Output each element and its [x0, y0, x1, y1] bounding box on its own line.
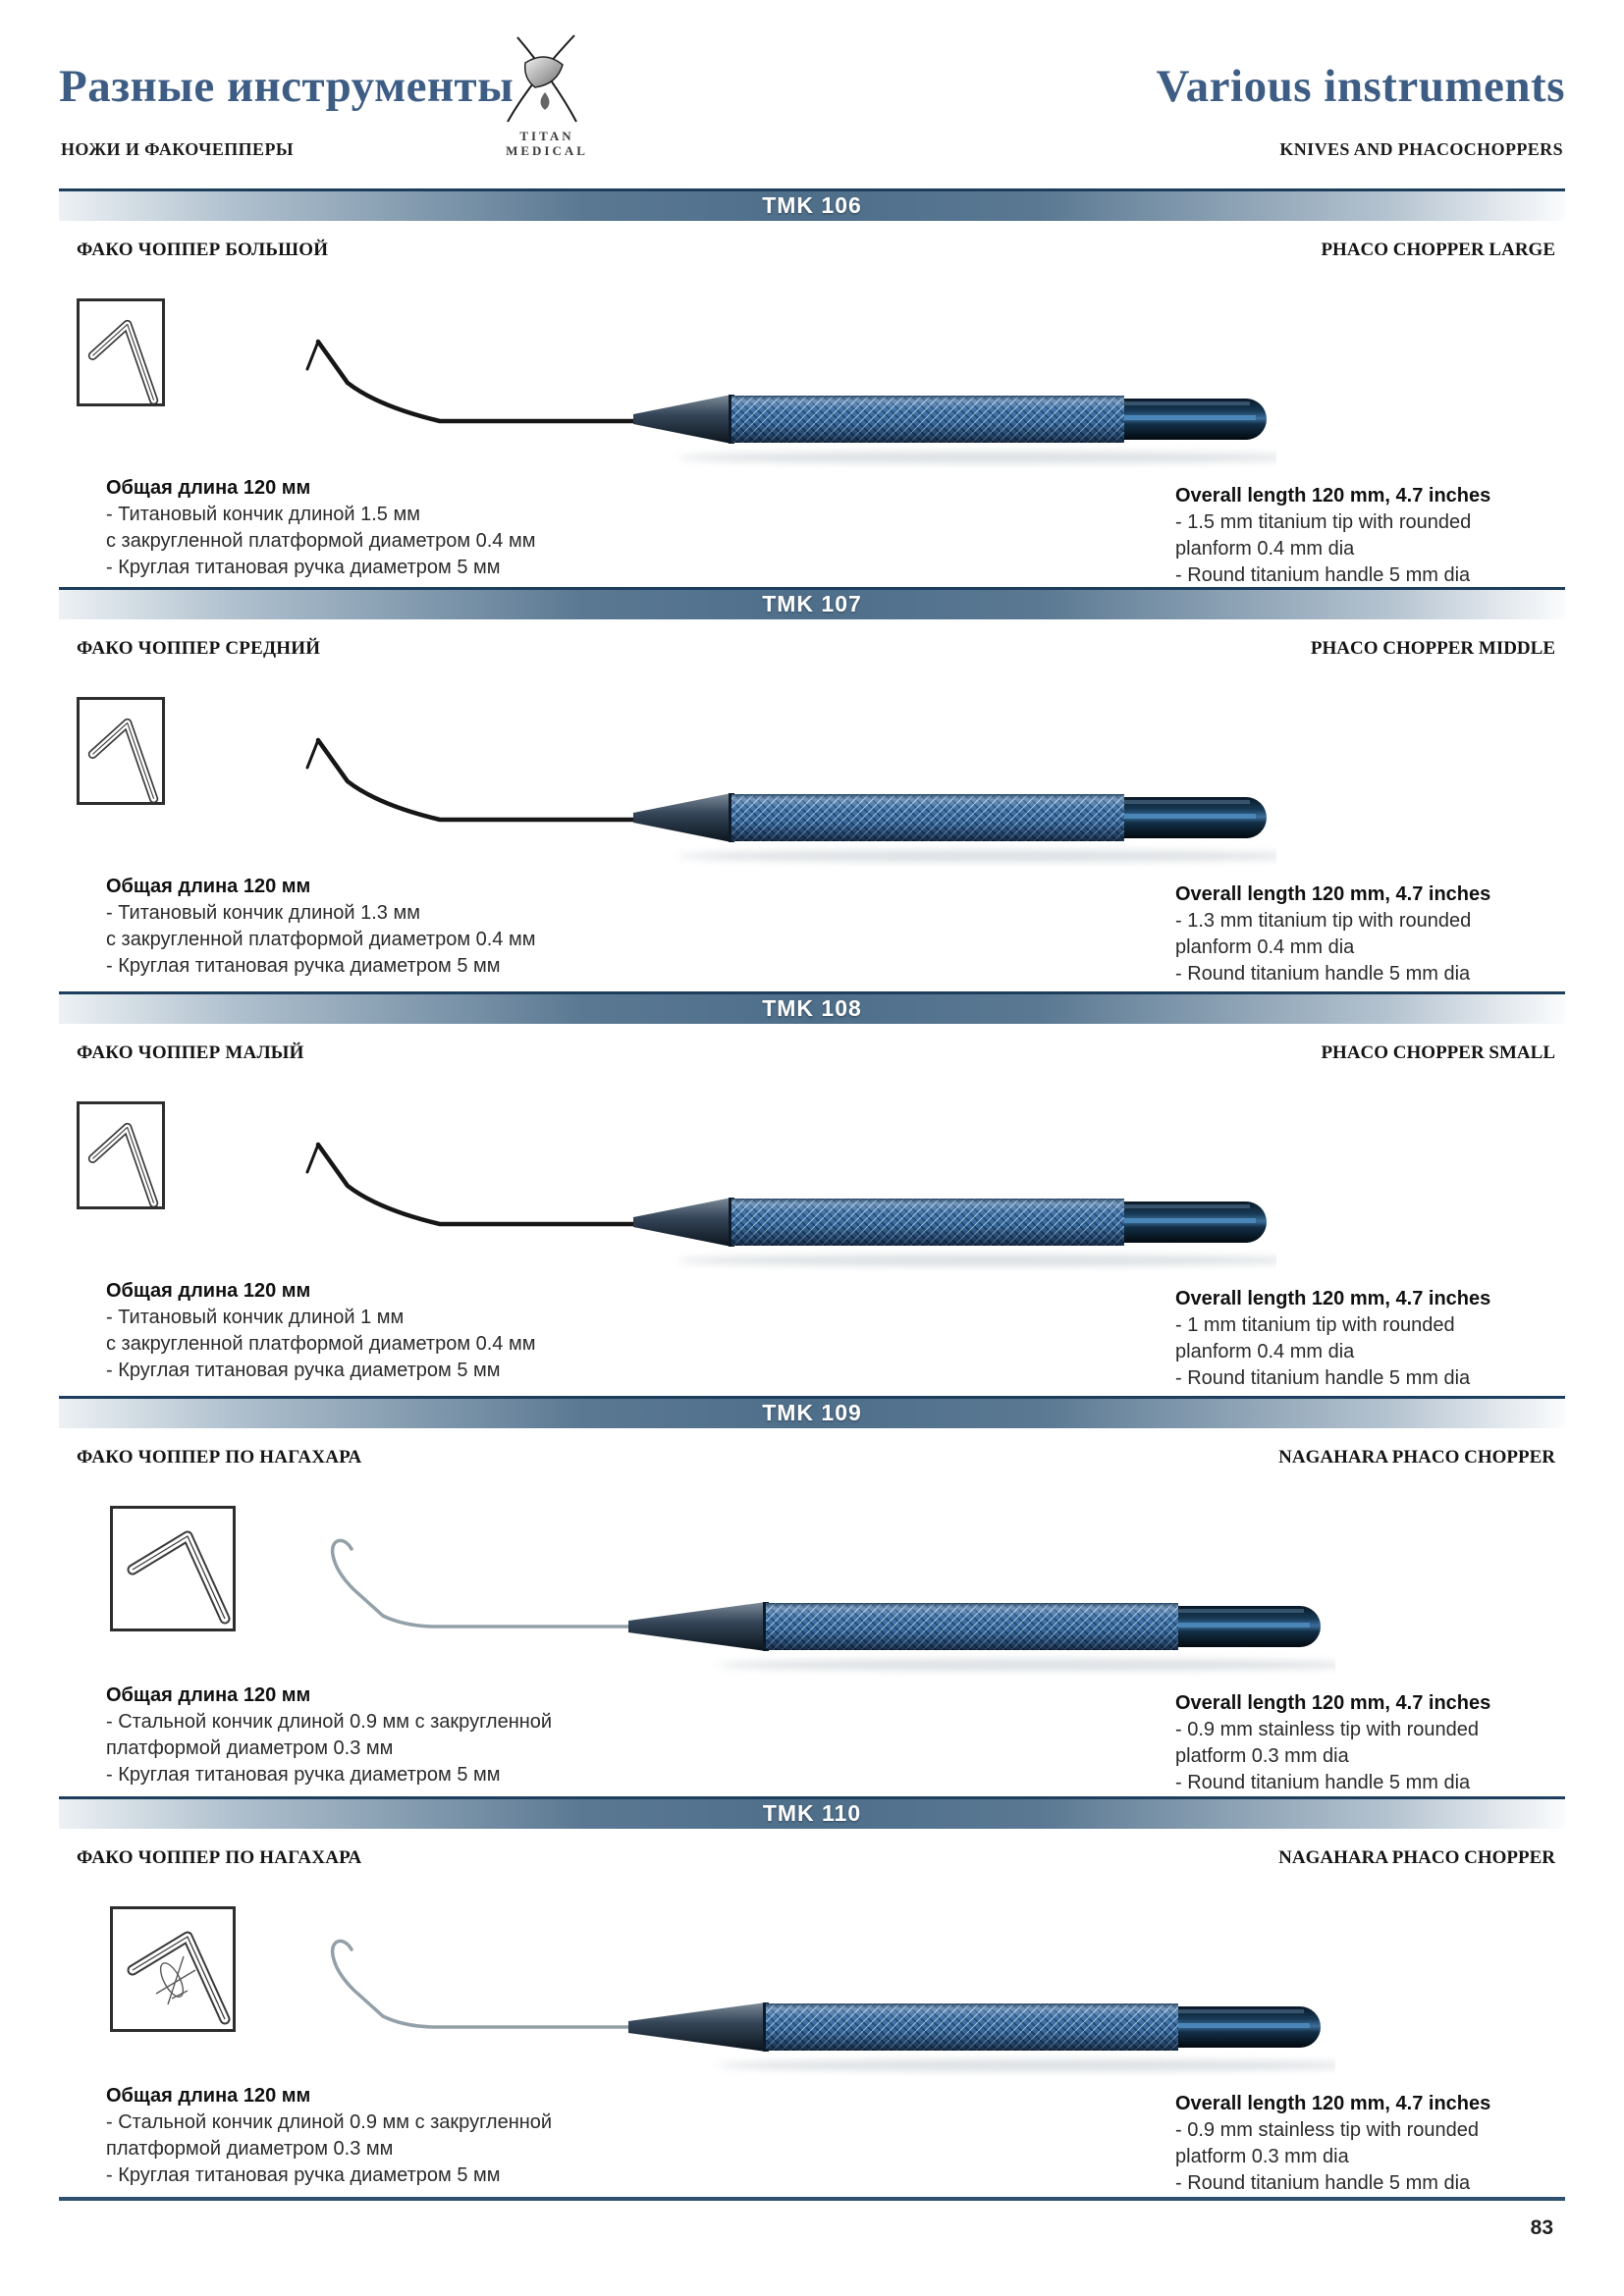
desc-line: - Круглая титановая ручка диаметром 5 мм: [106, 557, 501, 578]
product-name-en: NAGAHARA PHACO CHOPPER: [1278, 1847, 1555, 1868]
description-ru: [106, 475, 535, 581]
desc-line: - Round titanium handle 5 mm dia: [1175, 963, 1471, 985]
titan-medical-logo: [487, 33, 607, 158]
product-name-en: PHACO CHOPPER SMALL: [1321, 1042, 1555, 1063]
model-bar: TMK 106: [59, 188, 1565, 221]
page-title-en: Various instruments: [1156, 61, 1565, 112]
description-en: [1175, 1286, 1490, 1392]
desc-line: - Стальной кончик длиной 0.9 мм с закругленной: [106, 1711, 553, 1733]
page-subtitle-ru: НОЖИ И ФАКОЧЕППЕРЫ: [61, 139, 294, 159]
description-en: [1175, 881, 1490, 988]
instrument-photo: [324, 1533, 1335, 1676]
instrument-photo: [285, 724, 1276, 867]
section-tmk-107: [0, 587, 1624, 989]
desc-line: - Round titanium handle 5 mm dia: [1175, 2172, 1471, 2194]
desc-line: с закругленной платформой диаметром 0.4 мм: [106, 530, 536, 552]
desc-line: - 0.9 mm stainless tip with rounded: [1175, 2119, 1480, 2141]
desc-line: с закругленной платформой диаметром 0.4 мм: [106, 929, 536, 950]
desc-line: planform 0.4 mm dia: [1175, 1341, 1355, 1362]
instrument-photo: [324, 1934, 1335, 2076]
product-name-en: PHACO CHOPPER MIDDLE: [1310, 638, 1555, 659]
desc-line: с закругленной платформой диаметром 0.4 мм: [106, 1333, 536, 1355]
bottom-divider: [59, 2197, 1565, 2201]
tip-cross-section-sketch: [156, 1956, 195, 2004]
desc-line: - Round titanium handle 5 mm dia: [1175, 1772, 1471, 1793]
desc-line: - Стальной кончик длиной 0.9 мм с закругленной: [106, 2111, 553, 2133]
desc-title: Overall length 120 mm, 4.7 inches: [1175, 485, 1491, 507]
tip-drawing-box: [77, 298, 165, 406]
tip-drawing-icon: [80, 700, 162, 802]
desc-line: - Круглая титановая ручка диаметром 5 мм: [106, 1360, 501, 1381]
logo-text-line1: TITAN: [519, 129, 574, 143]
desc-line: - Round titanium handle 5 mm dia: [1175, 564, 1471, 586]
desc-title: Общая длина 120 мм: [106, 1280, 311, 1302]
model-bar: TMK 110: [59, 1796, 1565, 1829]
desc-line: platform 0.3 mm dia: [1175, 1745, 1349, 1767]
product-name-en: PHACO CHOPPER LARGE: [1321, 240, 1555, 260]
tip-drawing-box: [110, 1906, 236, 2032]
desc-line: platform 0.3 mm dia: [1175, 2146, 1349, 2167]
desc-title: Overall length 120 mm, 4.7 inches: [1175, 1692, 1491, 1714]
desc-line: planform 0.4 mm dia: [1175, 538, 1355, 560]
desc-line: - Круглая титановая ручка диаметром 5 мм: [106, 955, 501, 977]
desc-title: Общая длина 120 мм: [106, 1684, 311, 1706]
section-tmk-106: [0, 188, 1624, 591]
product-name-ru: ФАКО ЧОППЕР СРЕДНИЙ: [77, 638, 321, 659]
product-name-ru: ФАКО ЧОППЕР ПО НАГАХАРА: [77, 1447, 362, 1468]
tip-drawing-box: [77, 697, 165, 805]
desc-line: - Титановый кончик длиной 1.5 мм: [106, 504, 420, 525]
tip-drawing-icon: [80, 1104, 162, 1206]
desc-title: Overall length 120 mm, 4.7 inches: [1175, 2093, 1491, 2114]
description-en: [1175, 483, 1490, 589]
section-tmk-108: [0, 991, 1624, 1394]
desc-line: - Круглая титановая ручка диаметром 5 мм: [106, 1764, 501, 1786]
tip-drawing-icon: [113, 1909, 233, 2029]
desc-line: платформой диаметром 0.3 мм: [106, 1737, 394, 1759]
tip-drawing-icon: [113, 1509, 233, 1629]
section-tmk-110: [0, 1796, 1624, 2199]
desc-line: - 1.5 mm titanium tip with rounded: [1175, 511, 1472, 533]
page-subtitle-en: KNIVES AND PHACOCHOPPERS: [1279, 139, 1563, 159]
desc-line: - Титановый кончик длиной 1 мм: [106, 1307, 405, 1328]
product-name-en: NAGAHARA PHACO CHOPPER: [1278, 1447, 1555, 1468]
description-ru: [106, 2083, 552, 2189]
desc-title: Общая длина 120 мм: [106, 2085, 311, 2107]
desc-line: - 0.9 mm stainless tip with rounded: [1175, 1719, 1480, 1740]
model-bar: TMK 108: [59, 991, 1565, 1024]
description-ru: [106, 874, 535, 980]
description-ru: [106, 1278, 535, 1384]
desc-line: - Round titanium handle 5 mm dia: [1175, 1367, 1471, 1389]
desc-line: - 1 mm titanium tip with rounded: [1175, 1314, 1455, 1336]
tip-drawing-box: [110, 1506, 236, 1631]
desc-line: planform 0.4 mm dia: [1175, 936, 1355, 958]
tip-drawing-icon: [80, 301, 162, 403]
section-tmk-109: [0, 1396, 1624, 1798]
instrument-photo: [285, 1129, 1276, 1271]
tip-drawing-box: [77, 1101, 165, 1209]
desc-title: Overall length 120 mm, 4.7 inches: [1175, 883, 1491, 905]
description-ru: [106, 1682, 552, 1789]
product-name-ru: ФАКО ЧОППЕР ПО НАГАХАРА: [77, 1847, 362, 1868]
product-name-ru: ФАКО ЧОППЕР БОЛЬШОЙ: [77, 240, 329, 260]
desc-line: - Титановый кончик длиной 1.3 мм: [106, 902, 420, 924]
instrument-photo: [285, 326, 1276, 468]
desc-title: Общая длина 120 мм: [106, 477, 311, 499]
logo-text-line2: MEDICAL: [506, 143, 588, 158]
model-bar: TMK 109: [59, 1396, 1565, 1428]
description-en: [1175, 2091, 1490, 2197]
desc-title: Overall length 120 mm, 4.7 inches: [1175, 1288, 1491, 1309]
logo-mark-icon: [487, 33, 607, 124]
model-bar: TMK 107: [59, 587, 1565, 619]
desc-line: - Круглая титановая ручка диаметром 5 мм: [106, 2164, 501, 2186]
description-en: [1175, 1690, 1490, 1796]
product-name-ru: ФАКО ЧОППЕР МАЛЫЙ: [77, 1042, 304, 1063]
page-title-ru: Разные инструменты: [59, 61, 514, 112]
page-number: 83: [1530, 2216, 1553, 2239]
desc-line: платформой диаметром 0.3 мм: [106, 2138, 394, 2160]
desc-line: - 1.3 mm titanium tip with rounded: [1175, 910, 1472, 932]
desc-title: Общая длина 120 мм: [106, 876, 311, 897]
